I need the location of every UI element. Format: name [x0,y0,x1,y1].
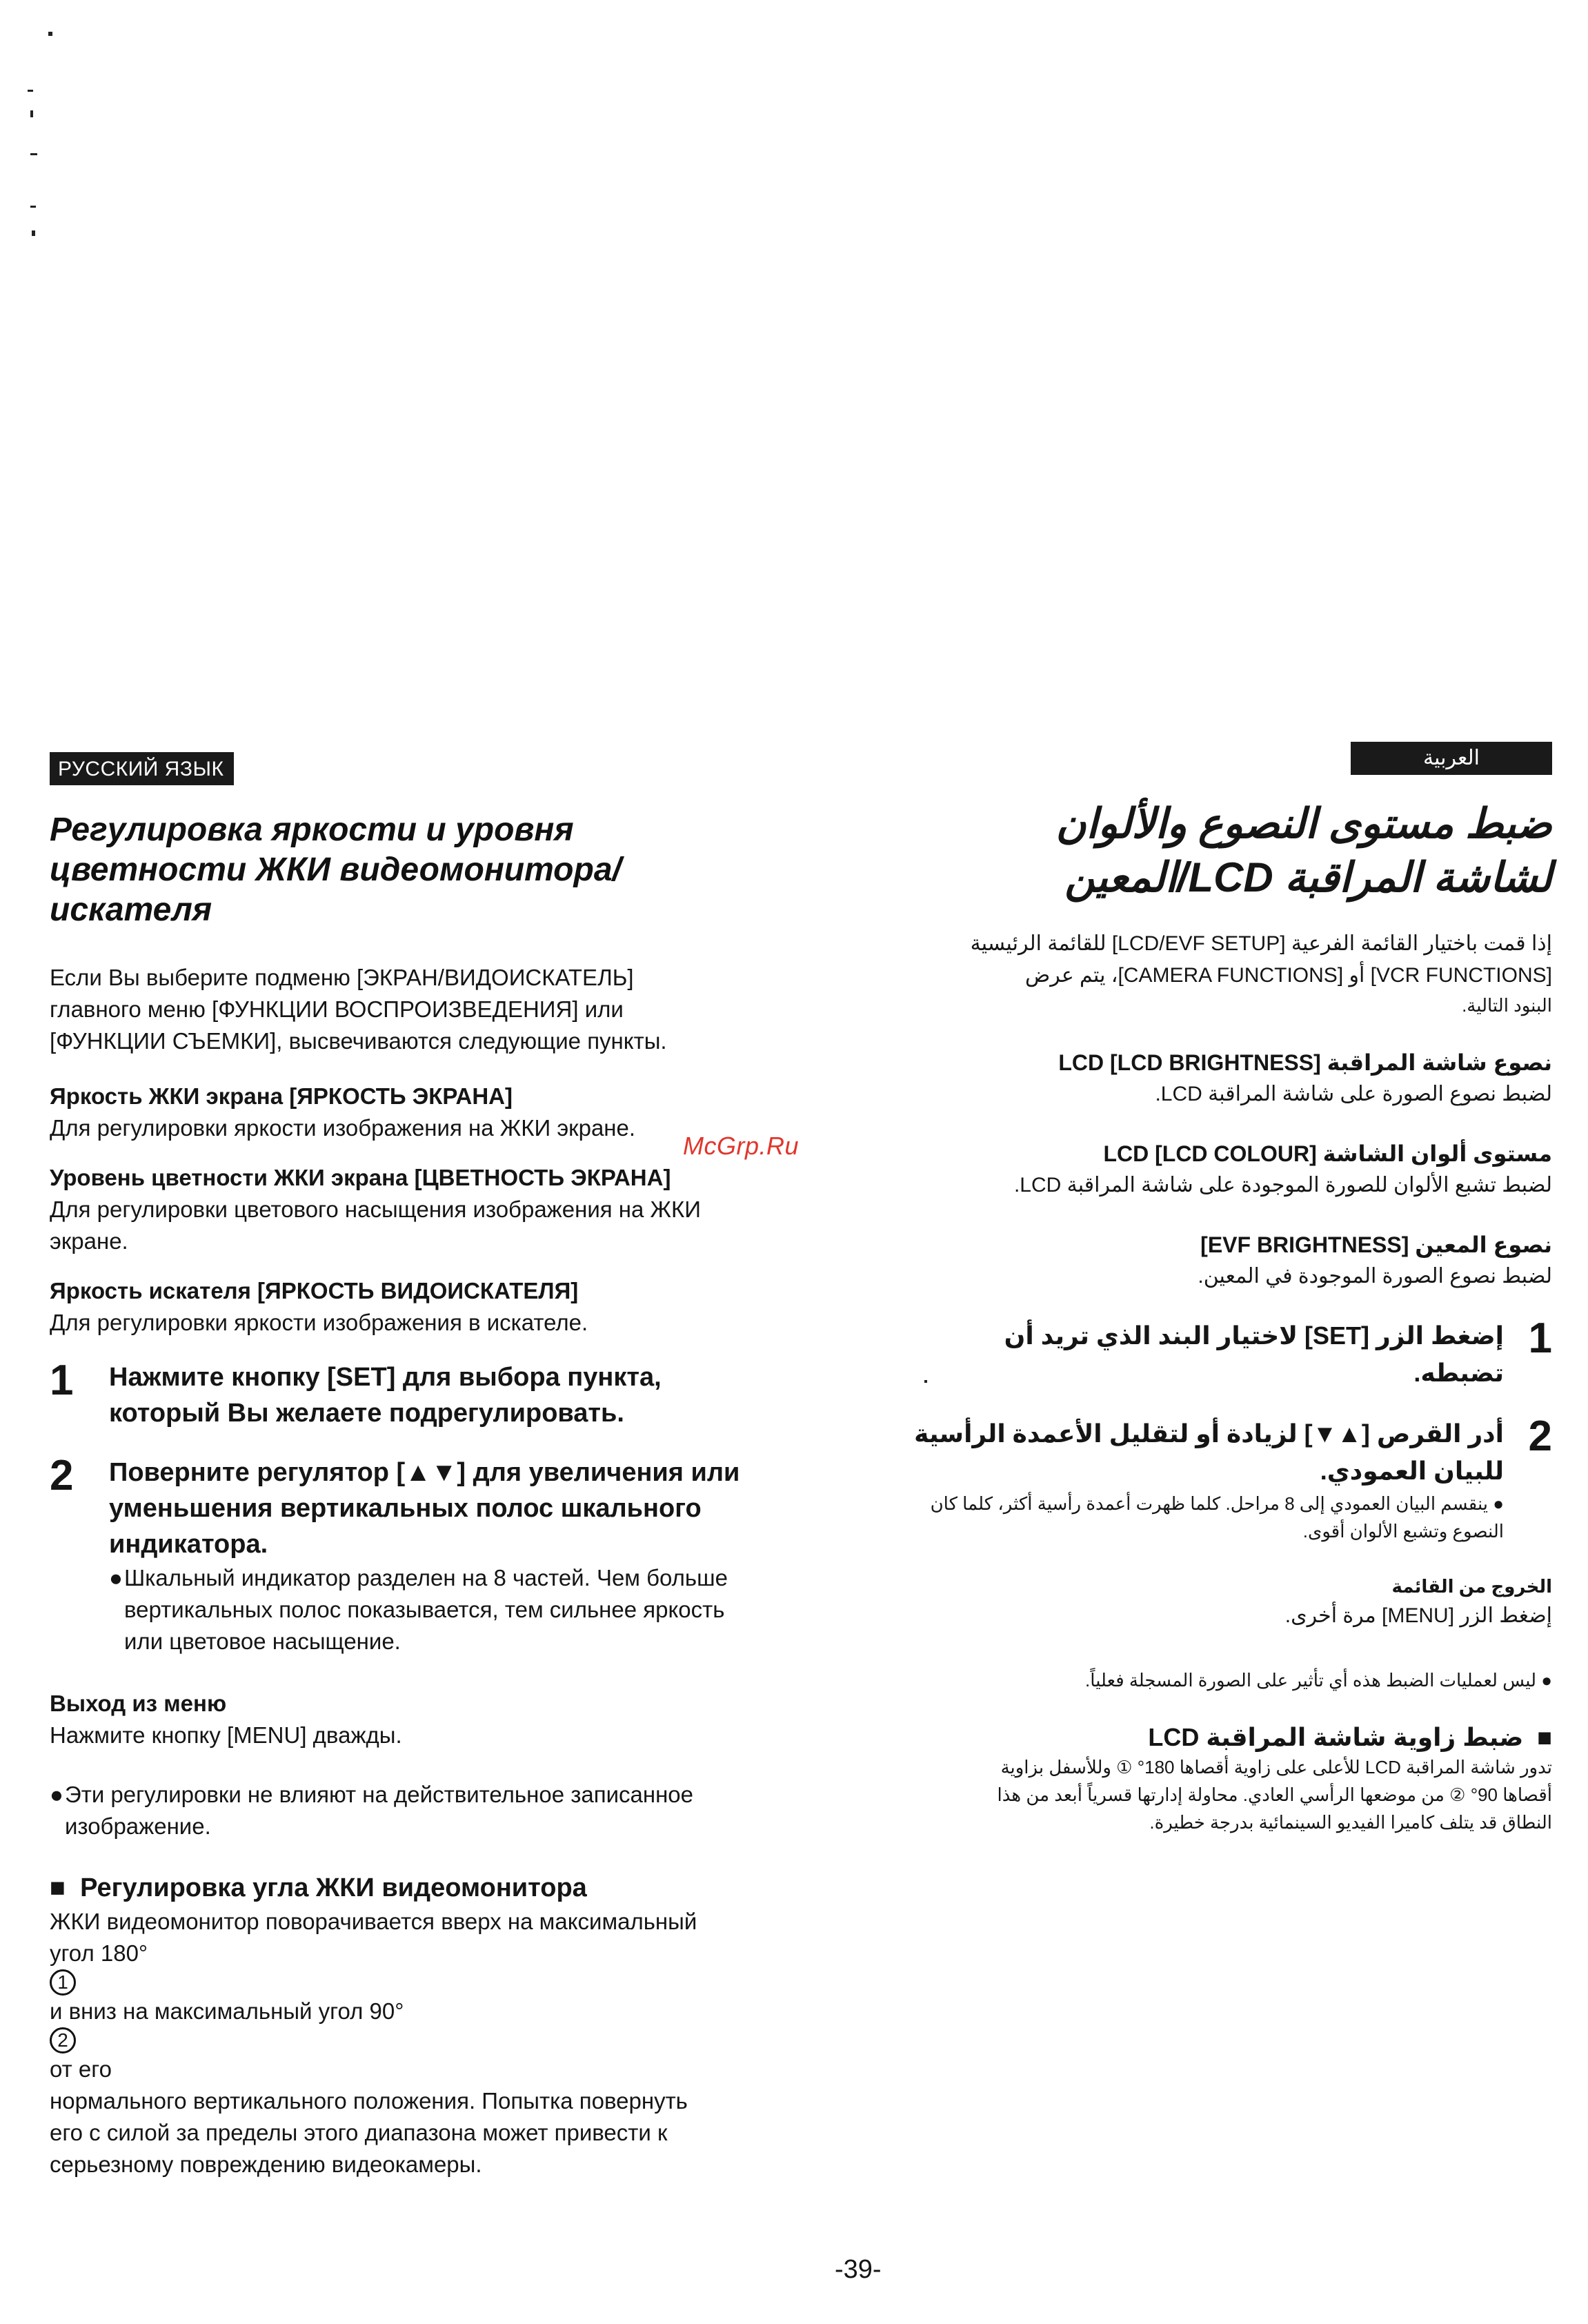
exit-menu-heading: Выход из меню [50,1691,227,1716]
item-lcd-colour-heading: Уровень цветности ЖКИ экрана [ЦВЕТНОСТЬ ЭКРАНА] [50,1165,671,1190]
step-text: إضغط الزر [SET] لاختيار البند الذي تريد أن تضبطه. [1004,1321,1504,1387]
scan-mark [30,153,37,155]
step-number: 2 [50,1452,74,1499]
item-lcd-brightness-text: Для регулировки яркости изображения на ЖКИ экране. [50,1115,636,1141]
scan-mark [30,206,36,208]
item-evf-brightness-heading: Яркость искателя [ЯРКОСТЬ ВИДОИСКАТЕЛЯ] [50,1278,579,1303]
arabic-angle-section-text: تدور شاشة المراقبة LCD للأعلى على زاوية أقصاها 180° ① وللأسفل بزاوية أقصاها 90° ② من موضعها الرأسي العادي. محاولة إدارتها قسرياً أبعد من هذا النطاق قد يتلف كاميرا الفيديو السينمائية بدرجة خطيرة. [997,1757,1552,1833]
step-2-note: ● Шкальный индикатор разделен на 8 частей. Чем больше вертикальных полос показывается, тем сильнее яркость или цветовое насыщение. [109,1562,740,1657]
bullet-icon: ● [1541,1670,1552,1691]
step-number: 2 [1528,1412,1552,1460]
scan-mark [28,90,33,92]
intro-text: Если Вы выберите подменю [ЭКРАН/ВИДОИСКАТЕЛЬ] главного меню [ФУНКЦИИ ВОСПРОИЗВЕДЕНИЯ] или [ФУНКЦИИ СЪЕМКИ], высвечиваются следующие пункты. [50,965,667,1054]
square-bullet-icon: ■ [1537,1723,1552,1751]
square-bullet-icon: ■ [50,1873,66,1902]
step-2 [50,1452,850,1657]
arabic-item-lcd-brightness-text: لضبط نصوع الصورة على شاشة المراقبة LCD. [1155,1083,1552,1105]
arabic-item-lcd-colour-heading: مستوى ألوان الشاشة LCD [LCD COLOUR] [1103,1141,1552,1166]
arabic-step-1 [890,1314,1552,1392]
step-number: 1 [1528,1314,1552,1362]
note: ● Эти регулировки не влияют на действительное записанное изображение. [50,1779,850,1842]
step-text: أدر القرص [▲▼] لزيادة أو لتقليل الأعمدة الرأسية للبيان العمودي. [914,1419,1504,1485]
arabic-section-title: ضبط مستوى النصوع والألوان لشاشة المراقبة LCD/المعين [1055,800,1552,900]
item-lcd-brightness-heading: Яркость ЖКИ экрана [ЯРКОСТЬ ЭКРАНА] [50,1083,513,1109]
arabic-note: ● ليس لعمليات الضبط هذه أي تأثير على الصورة المسجلة فعلياً. [1085,1670,1552,1691]
circled-number-2: 2 [50,2027,76,2054]
arabic-step-2-note: ● ينقسم البيان العمودي إلى 8 مراحل. كلما ظهرت أعمدة رأسية أكثر، كلما كان النصوع وتشبع الألوان أقوى. [930,1493,1504,1542]
bullet-icon: ● [50,1782,63,1807]
section-title: Регулировка яркости и уровня цветности ЖКИ видеомонитора/ искателя [50,811,622,928]
russian-column [50,752,850,2180]
exit-menu-text: Нажмите кнопку [MENU] дважды. [50,1722,402,1748]
bullet-icon: ● [109,1565,123,1591]
item-evf-brightness-text: Для регулировки яркости изображения в искателе. [50,1310,588,1335]
language-tab-russian: РУССКИЙ ЯЗЫК [50,752,234,785]
bullet-icon: ● [1493,1493,1504,1514]
page-number: -39- [835,2255,882,2284]
scan-mark [30,110,33,117]
scan-mark [48,32,52,36]
arabic-item-evf-brightness-text: لضبط نصوع الصورة الموجودة في المعين. [1198,1265,1552,1288]
angle-section-heading: ■ Регулировка угла ЖКИ видеомонитора [50,1873,587,1902]
language-tab-arabic: العربية [1351,742,1552,775]
watermark: McGrp.Ru [683,1132,800,1160]
circled-number-1: 1 [50,1969,76,1996]
arabic-item-lcd-brightness-heading: نصوع شاشة المراقبة LCD [LCD BRIGHTNESS] [1058,1050,1552,1075]
arabic-step-2 [890,1412,1552,1545]
arabic-intro-text: إذا قمت باختيار القائمة الفرعية [LCD/EVF SETUP] للقائمة الرئيسية [VCR FUNCTIONS] أو [CAMERA FUNCTIONS]، يتم عرض البنود التالية. [970,932,1552,1016]
arabic-item-lcd-colour-text: لضبط تشبع الألوان للصورة الموجودة على شاشة المراقبة LCD. [1013,1174,1552,1197]
scan-mark [32,230,35,236]
item-lcd-colour-text: Для регулировки цветового насыщения изображения на ЖКИ экране. [50,1197,701,1254]
angle-section-text: ЖКИ видеомонитор поворачивается вверх на максимальный угол 180° 1 и вниз на максимальный угол 90° 2 от его нормального вертикального положения. Попытка повернуть его с силой за пределы этого диапазона может привести к серьезному повреждению видеокамеры. [50,1909,697,2177]
step-text: Нажмите кнопку [SET] для выбора пункта, который Вы желаете подрегулировать. [109,1363,662,1428]
arabic-angle-section-heading: ■ ضبط زاوية شاشة المراقبة LCD [1148,1723,1552,1751]
arabic-exit-menu-text: إضغط الزر [MENU] مرة أخرى. [1284,1604,1552,1627]
arabic-item-evf-brightness-heading: نصوع المعين [EVF BRIGHTNESS] [1200,1232,1552,1257]
step-text: Поверните регулятор [▲▼] для увеличения или уменьшения вертикальных полос шкального индикатора. [109,1458,740,1559]
step-1 [50,1359,850,1431]
step-number: 1 [50,1357,74,1404]
arabic-exit-menu-heading: الخروج من القائمة [1391,1576,1552,1597]
